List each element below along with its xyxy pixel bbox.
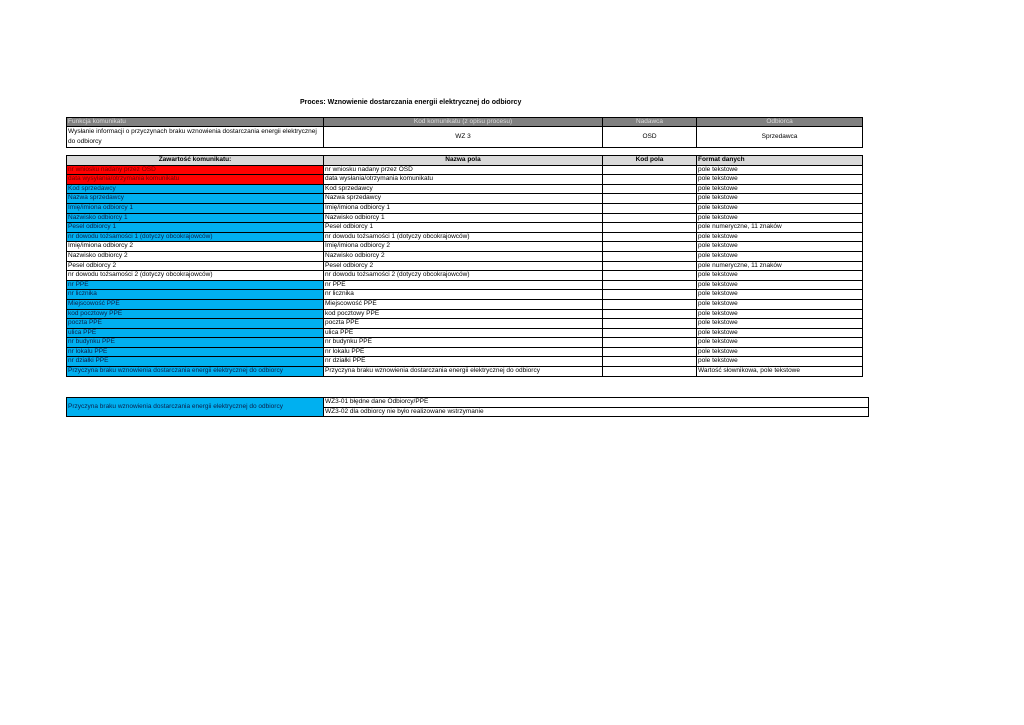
data-format-cell: pole tekstowe [697,357,863,367]
data-format-cell: pole tekstowe [697,242,863,252]
content-cell: nr dowodu tożsamości 2 (dotyczy obcokrajowców) [67,271,324,281]
table-row [67,271,863,281]
dictionary-table [66,397,869,417]
data-format-cell: pole tekstowe [697,338,863,348]
dictionary-row-1 [67,398,869,408]
field-code-cell [603,299,697,309]
table-row [67,251,863,261]
table-row [67,299,863,309]
field-name-cell: nr budynku PPE [324,338,603,348]
field-name-cell: data wysłania/otrzymania komunikatu [324,175,603,185]
data-format-cell: pole tekstowe [697,319,863,329]
content-cell: nr budynku PPE [67,338,324,348]
field-code-cell [603,290,697,300]
data-format-cell: pole tekstowe [697,203,863,213]
content-cell: nr PPE [67,280,324,290]
function-value: Wysłanie informacji o przyczynach braku wznowienia dostarczania energii elektrycznej do odbiorcy [67,127,324,148]
field-name-cell: nr PPE [324,280,603,290]
data-format-cell: pole tekstowe [697,232,863,242]
field-code-cell [603,251,697,261]
field-name-cell: nr licznika [324,290,603,300]
data-format-cell: pole tekstowe [697,299,863,309]
col-field-code: Kod pola [603,156,697,166]
field-code-cell [603,309,697,319]
field-name-cell: nr dowodu tożsamości 2 (dotyczy obcokrajowców) [324,271,603,281]
field-code-cell [603,194,697,204]
field-name-cell: nr działki PPE [324,357,603,367]
field-code-cell [603,165,697,175]
dictionary-value-1: WZ3-01 błędne dane Odbiorcy/PPE [324,398,869,408]
col-field-name: Nazwa pola [324,156,603,166]
field-name-cell: Przyczyna braku wznowienia dostarczania energii elektrycznej do odbiorcy [324,367,603,377]
field-name-cell: poczta PPE [324,319,603,329]
data-format-cell: pole tekstowe [697,347,863,357]
field-name-cell: Miejscowość PPE [324,299,603,309]
content-cell: nr wniosku nadany przez OSD [67,165,324,175]
field-code-cell [603,213,697,223]
table-row [67,194,863,204]
field-name-cell: nr dowodu tożsamości 1 (dotyczy obcokrajowców) [324,232,603,242]
field-name-cell: Kod sprzedawcy [324,184,603,194]
data-format-cell: pole tekstowe [697,251,863,261]
col-data-format: Format danych [697,156,863,166]
content-cell: nr działki PPE [67,357,324,367]
table-row [67,309,863,319]
table-row [67,184,863,194]
field-code-cell [603,280,697,290]
content-cell: Miejscowość PPE [67,299,324,309]
content-cell: Pesel odbiorcy 1 [67,223,324,233]
field-name-cell: Imię/imiona odbiorcy 1 [324,203,603,213]
message-content-table [66,155,863,377]
field-name-cell: Pesel odbiorcy 1 [324,223,603,233]
col-receiver: Odbiorca [697,118,863,127]
header-row [67,118,863,127]
field-code-cell [603,175,697,185]
dictionary-value-2: WZ3-02 dla odbiorcy nie było realizowane wstrzymanie [324,407,869,417]
field-name-cell: ulica PPE [324,328,603,338]
receiver-value: Sprzedawca [697,127,863,148]
table-row [67,213,863,223]
field-name-cell: kod pocztowy PPE [324,309,603,319]
header-values-row [67,127,863,148]
content-header-row [67,156,863,166]
field-code-cell [603,184,697,194]
col-sender: Nadawca [603,118,697,127]
table-row [67,338,863,348]
data-format-cell: pole tekstowe [697,184,863,194]
content-cell: Nazwisko odbiorcy 2 [67,251,324,261]
content-cell: nr lokalu PPE [67,347,324,357]
field-code-cell [603,328,697,338]
content-cell: nr dowodu tożsamości 1 (dotyczy obcokrajowców) [67,232,324,242]
table-row [67,242,863,252]
field-name-cell: Nazwa sprzedawcy [324,194,603,204]
content-cell: data wysyłania/otrzymania komunikatu [67,175,324,185]
content-cell: Imię/imiona odbiorcy 1 [67,203,324,213]
data-format-cell: pole tekstowe [697,213,863,223]
field-code-cell [603,271,697,281]
col-function: Funkcja komunikatu [67,118,324,127]
data-format-cell: pole tekstowe [697,328,863,338]
message-header-table [66,117,863,148]
data-format-cell: pole tekstowe [697,271,863,281]
content-cell: Pesel odbiorcy 2 [67,261,324,271]
field-code-cell [603,338,697,348]
dictionary-label: Przyczyna braku wznowienia dostarczania energii elektrycznej do odbiorcy [67,398,324,417]
content-cell: Imię/imiona odbiorcy 2 [67,242,324,252]
data-format-cell: pole tekstowe [697,165,863,175]
table-row [67,290,863,300]
data-format-cell: pole tekstowe [697,290,863,300]
table-row [67,203,863,213]
field-name-cell: Nazwisko odbiorcy 1 [324,213,603,223]
field-name-cell: Pesel odbiorcy 2 [324,261,603,271]
field-code-cell [603,232,697,242]
data-format-cell: Wartość słownikowa, pole tekstowe [697,367,863,377]
field-name-cell: nr lokalu PPE [324,347,603,357]
content-cell: Nazwisko odbiorcy 1 [67,213,324,223]
table-row [67,165,863,175]
data-format-cell: pole tekstowe [697,309,863,319]
sender-value: OSD [603,127,697,148]
table-row [67,357,863,367]
content-cell: ulica PPE [67,328,324,338]
data-format-cell: pole numeryczne, 11 znaków [697,223,863,233]
table-row [67,232,863,242]
table-row [67,367,863,377]
table-row [67,280,863,290]
content-cell: kod pocztowy PPE [67,309,324,319]
data-format-cell: pole tekstowe [697,175,863,185]
field-code-cell [603,319,697,329]
table-row [67,328,863,338]
field-code-cell [603,242,697,252]
data-format-cell: pole tekstowe [697,194,863,204]
process-title: Proces: Wznowienie dostarczania energii elektrycznej do odbiorcy [300,99,522,106]
content-cell: nr licznika [67,290,324,300]
content-cell: poczta PPE [67,319,324,329]
content-cell: Kod sprzedawcy [67,184,324,194]
col-message-code: Kod komunikatu (z opisu procesu) [324,118,603,127]
field-code-cell [603,367,697,377]
field-code-cell [603,357,697,367]
table-row [67,175,863,185]
content-cell: Przyczyna braku wznowienia dostarczania energii elektrycznej do odbiorcy [67,367,324,377]
content-cell: Nazwa sprzedawcy [67,194,324,204]
field-code-cell [603,223,697,233]
field-name-cell: Imię/imiona odbiorcy 2 [324,242,603,252]
field-code-cell [603,347,697,357]
field-code-cell [603,203,697,213]
field-name-cell: nr wniosku nadany przez OSD [324,165,603,175]
data-format-cell: pole tekstowe [697,280,863,290]
message-code-value: WZ 3 [324,127,603,148]
data-format-cell: pole numeryczne, 11 znaków [697,261,863,271]
table-row [67,223,863,233]
table-row [67,261,863,271]
field-code-cell [603,261,697,271]
table-row [67,319,863,329]
col-content: Zawartość komunikatu: [67,156,324,166]
field-name-cell: Nazwisko odbiorcy 2 [324,251,603,261]
table-row [67,347,863,357]
